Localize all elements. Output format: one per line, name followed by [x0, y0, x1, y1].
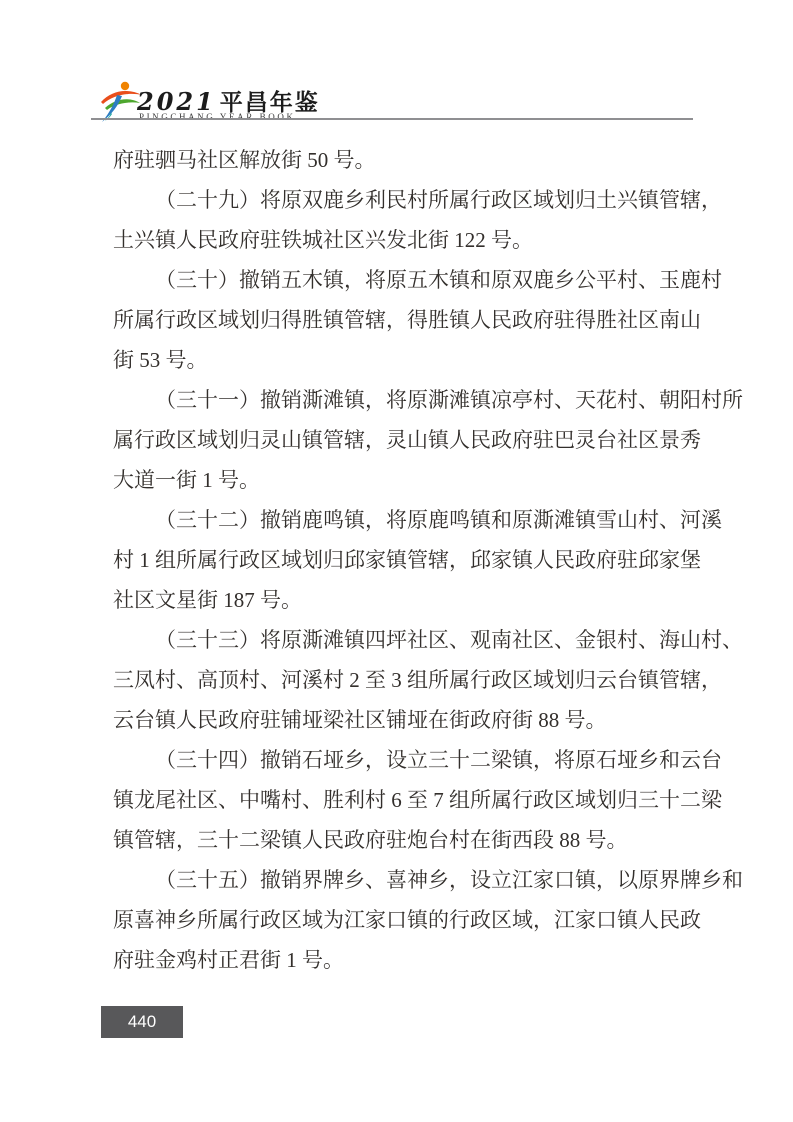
text-line: （三十）撤销五木镇，将原五木镇和原双鹿乡公平村、玉鹿村 — [155, 268, 722, 292]
text-line: （三十三）将原澌滩镇四坪社区、观南社区、金银村、海山村、 — [155, 628, 743, 652]
text-line: （三十四）撤销石垭乡，设立三十二梁镇，将原石垭乡和云台 — [155, 748, 722, 772]
text-line: 街 53 号。 — [113, 348, 208, 372]
body-text — [113, 140, 743, 980]
text-line: （二十九）将原双鹿乡利民村所属行政区域划归土兴镇管辖， — [155, 188, 722, 212]
text-line: 镇龙尾社区、中嘴村、胜利村 6 至 7 组所属行政区域划归三十二梁 — [113, 788, 722, 812]
text-line: 属行政区域划归灵山镇管辖，灵山镇人民政府驻巴灵台社区景秀 — [113, 428, 701, 452]
text-line: （三十二）撤销鹿鸣镇，将原鹿鸣镇和原澌滩镇雪山村、河溪 — [155, 508, 722, 532]
text-line: 府驻驷马社区解放街 50 号。 — [113, 148, 376, 172]
title-chinese: 平昌年鉴 — [219, 90, 320, 115]
text-line: 云台镇人民政府驻铺垭梁社区铺垭在街政府街 88 号。 — [113, 708, 607, 732]
text-line: 原喜神乡所属行政区域为江家口镇的行政区域，江家口镇人民政 — [113, 908, 701, 932]
text-line: 所属行政区域划归得胜镇管辖，得胜镇人民政府驻得胜社区南山 — [113, 308, 701, 332]
text-line: 大道一街 1 号。 — [113, 468, 260, 492]
text-line: 府驻金鸡村正君街 1 号。 — [113, 948, 344, 972]
title-year: 2021 — [137, 87, 216, 116]
text-line: 村 1 组所属行政区域划归邱家镇管辖，邱家镇人民政府驻邱家堡 — [113, 548, 701, 572]
text-line: （三十一）撤销澌滩镇，将原澌滩镇凉亭村、天花村、朝阳村所 — [155, 388, 743, 412]
text-line: 社区文星街 187 号。 — [113, 588, 302, 612]
header-divider — [91, 118, 693, 120]
page-number-badge: 440 — [101, 1006, 183, 1038]
yearbook-subtitle: PINGCHANG YEAR BOOK — [139, 112, 296, 122]
text-line: 三凤村、高顶村、河溪村 2 至 3 组所属行政区域划归云台镇管辖， — [113, 668, 722, 692]
text-line: （三十五）撤销界牌乡、喜神乡，设立江家口镇，以原界牌乡和 — [155, 868, 743, 892]
text-line: 镇管辖，三十二梁镇人民政府驻炮台村在街西段 88 号。 — [113, 828, 628, 852]
text-line: 土兴镇人民政府驻铁城社区兴发北街 122 号。 — [113, 228, 533, 252]
